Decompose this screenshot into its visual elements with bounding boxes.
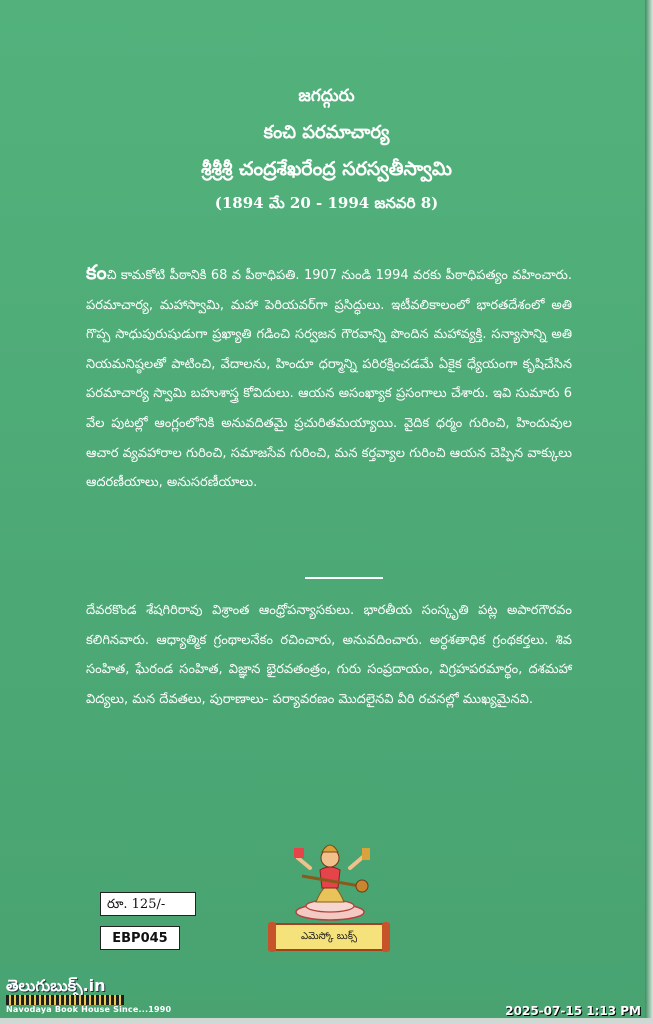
photo-timestamp: 2025-07-15 1:13 PM (505, 1004, 641, 1018)
book-code: EBP045 (100, 926, 180, 950)
watermark-subtitle: Navodaya Book House Since...1990 (6, 1005, 172, 1014)
section-divider (305, 577, 383, 579)
page-edge-bottom (0, 1018, 653, 1024)
saraswati-emblem-icon (280, 828, 380, 924)
price-label: రూ. 125/- (100, 892, 196, 916)
watermark-brand: తెలుగుబుక్స్.in (6, 976, 106, 995)
page-edge (645, 0, 653, 1024)
author-paragraph: దేవరకొండ శేషగిరిరావు విశ్రాంత ఆంధ్రోపన్యాసకులు. భారతీయ సంస్కృతి పట్ల అపారగౌరవం కలిగినవారు. ఆధ్యాత్మిక గ్రంథాలనేకం రచించారు, అనువదించారు. అర్ధశతాధిక గ్రంథకర్తలు. శివ సంహిత, ఘేరండ సంహిత, విజ్ఞాన భైరవతంత్రం, గురు సంప్రదాయం, విగ్రహపరమార్థం, దశమహా విద్యలు, మన దేవతలు, పురాణాలు- పర్యావరణం మొదలైనవి వీరి రచనల్లో ముఖ్యమైనవి. (86, 603, 572, 707)
biography-text: చి కామకోటి పీఠానికి 68 వ పీఠాధిపతి. 1907 నుండి 1994 వరకు పీఠాధిపత్యం వహించారు. పరమాచార్య, మహాస్వామి, మహా పెరియవర్‌గా ప్రసిద్ధులు. ఇటీవలికాలంలో భారతదేశంలో అతి గొప్ప సాధుపురుషుడుగా ప్రఖ్యాతి గడించి సర్వజన గౌరవాన్ని పొందిన మహావ్యక్తి. సన్యాసాన్ని అతి నియమనిష్ఠలతో పాటించి, వేదాలను, హిందూ ధర్మాన్ని పరిరక్షించడమే ఏకైక ధ్యేయంగా కృషిచేసిన పరమాచార్య స్వామి బహుశాస్త్ర కోవిదులు. ఆయన అసంఖ్యాక ప్రసంగాలు చేశారు. ఇవి సుమారు 6 వేల పుటల్లో ఆంగ్లంలోనికి అనువదితమై ప్రచురితమయ్యాయి. వైదిక ధర్మం గురించి, హిందువుల ఆచార వ్యవహారాల గురించి, సమాజసేవ గురించి, మన కర్తవ్యాల గురించి ఆయన చెప్పిన వాక్కులు ఆదరణీయాలు, అనుసరణీయాలు. (86, 268, 572, 491)
heading-title-line3: శ్రీశ్రీశ్రీ చంద్రశేఖరేంద్ర సరస్వతీస్వామి (201, 158, 452, 180)
dropcap: కం (86, 260, 107, 284)
heading-dates: (1894 మే 20 - 1994 జనవరి 8) (214, 194, 439, 212)
heading-title-line1: జగద్గురు (298, 86, 355, 106)
heading-title-line2: కంచి పరమాచార్య (263, 122, 390, 143)
publisher-label: ఎమెస్కో బుక్స్ (300, 931, 358, 942)
biography-paragraph (86, 258, 572, 498)
watermark-strip (6, 995, 124, 1005)
